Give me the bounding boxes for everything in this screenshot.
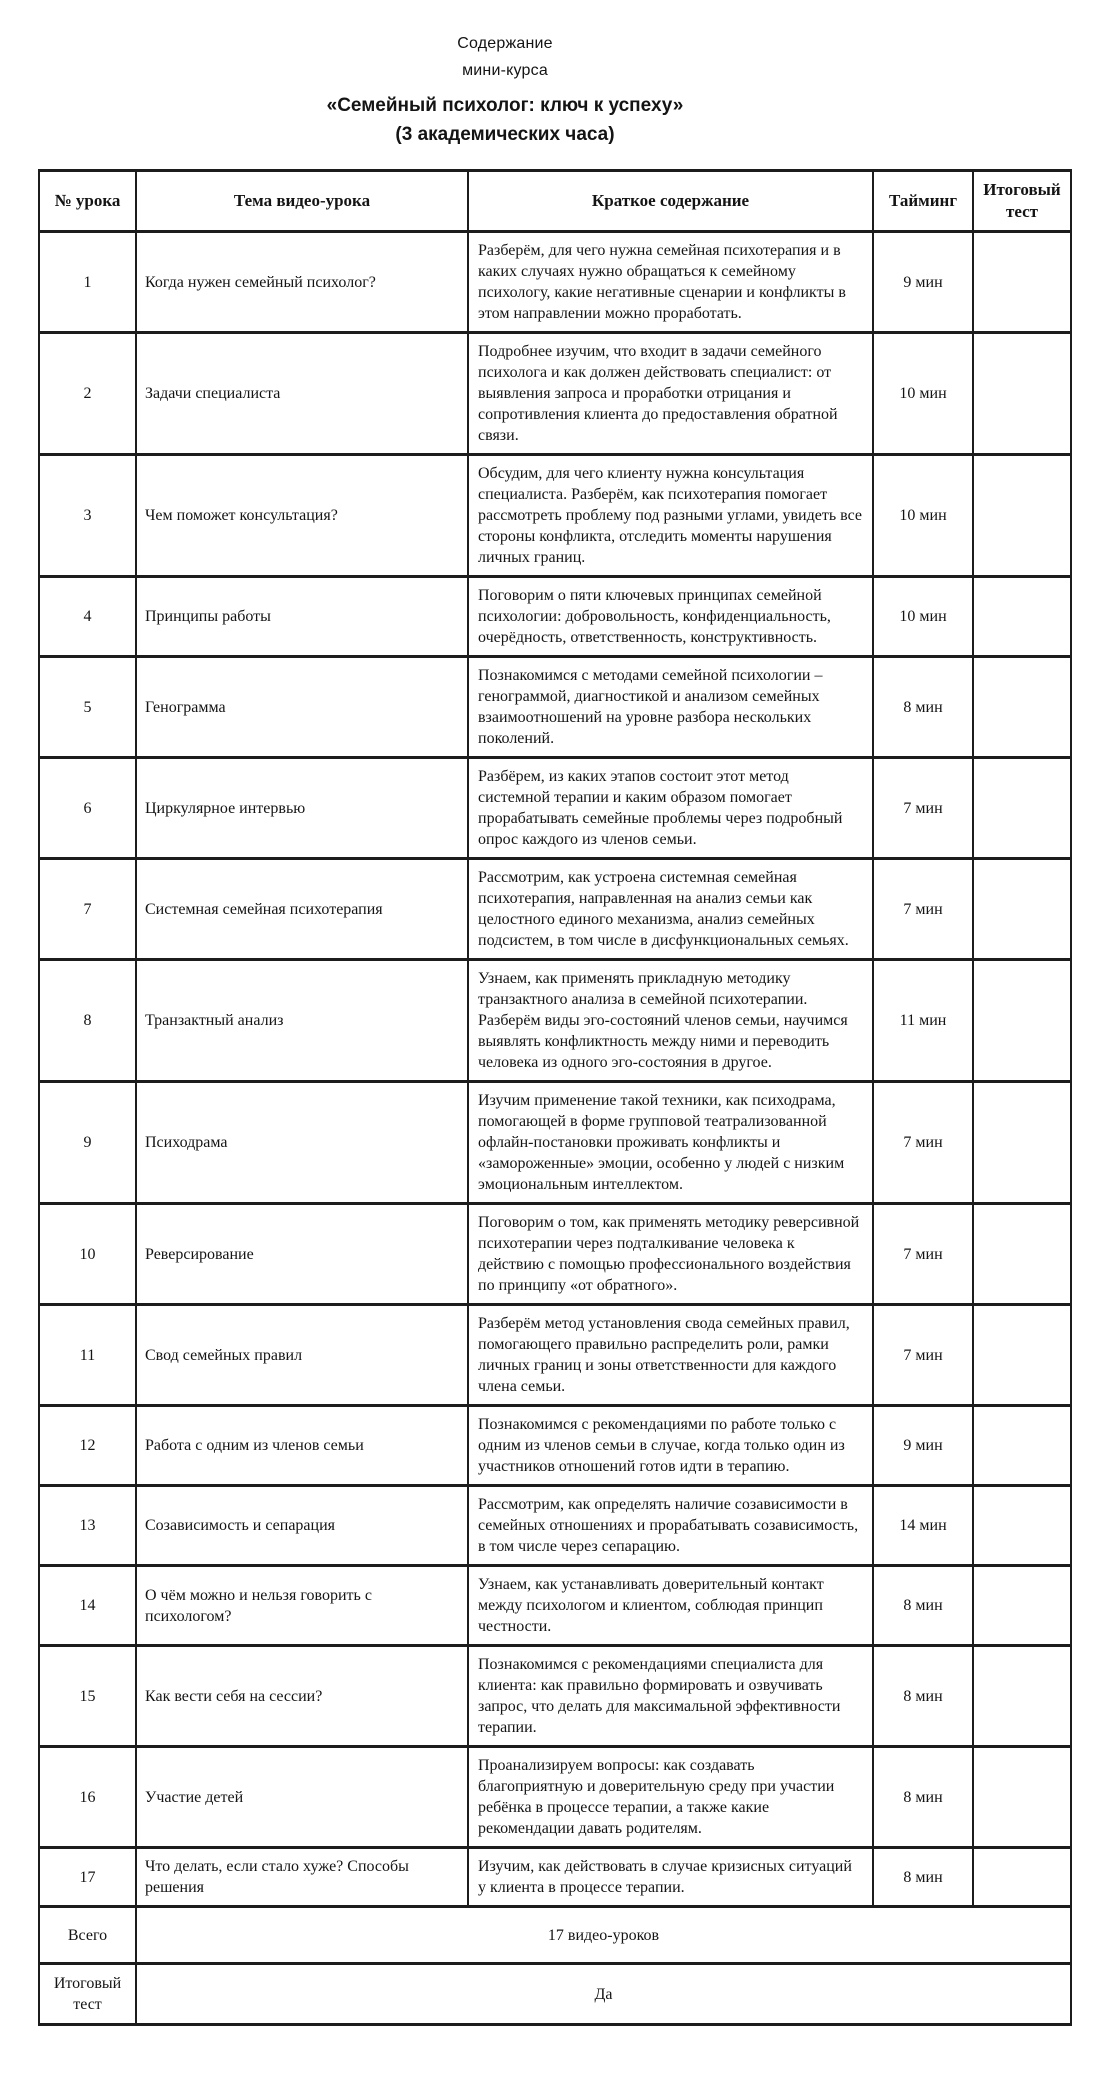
course-duration: (3 академических часа) bbox=[395, 124, 615, 145]
lesson-summary-cell: Поговорим о том, как применять методику реверсивной психотерапии через подталкивание человека к действию с помощью профессионального воздействия по принципу «от обратного». bbox=[468, 1204, 873, 1305]
lesson-timing-cell: 11 мин bbox=[873, 960, 973, 1082]
lesson-timing-cell: 10 мин bbox=[873, 455, 973, 577]
lesson-timing-cell: 7 мин bbox=[873, 1204, 973, 1305]
col-header-timing: Тайминг bbox=[873, 171, 973, 232]
lesson-test-cell bbox=[973, 1204, 1071, 1305]
lesson-summary-cell: Узнаем, как применять прикладную методику транзактного анализа в семейной психотерапии. Разберём виды эго-состояний членов семьи, научимся выявлять конфликтность между ними и переводить человека из одного эго-состояния в другое. bbox=[468, 960, 873, 1082]
lesson-number-cell: 16 bbox=[39, 1747, 136, 1848]
lesson-timing-cell: 9 мин bbox=[873, 1406, 973, 1486]
table-row bbox=[39, 1486, 1071, 1566]
lesson-topic-cell: Психодрама bbox=[136, 1082, 468, 1204]
lesson-topic-cell: Чем поможет консультация? bbox=[136, 455, 468, 577]
lesson-timing-cell: 7 мин bbox=[873, 758, 973, 859]
final-test-value-cell: Да bbox=[136, 1964, 1071, 2025]
table-row bbox=[39, 232, 1071, 333]
lesson-summary-cell: Проанализируем вопросы: как создавать благоприятную и доверительную среду при участии ребёнка в процессе терапии, а также какие рекомендации давать родителям. bbox=[468, 1747, 873, 1848]
lesson-topic-cell: Свод семейных правил bbox=[136, 1305, 468, 1406]
table-row bbox=[39, 758, 1071, 859]
table-row bbox=[39, 1082, 1071, 1204]
lesson-number-cell: 10 bbox=[39, 1204, 136, 1305]
lesson-topic-cell: Принципы работы bbox=[136, 577, 468, 657]
lesson-summary-cell: Изучим применение такой техники, как психодрама, помогающей в форме групповой театрализованной офлайн-постановки проживать конфликты и «замороженные» эмоции, особенно у людей с низким эмоциональным интеллектом. bbox=[468, 1082, 873, 1204]
lesson-topic-cell: Системная семейная психотерапия bbox=[136, 859, 468, 960]
lesson-topic-cell: Циркулярное интервью bbox=[136, 758, 468, 859]
table-row bbox=[39, 1305, 1071, 1406]
lesson-timing-cell: 9 мин bbox=[873, 232, 973, 333]
table-row bbox=[39, 1204, 1071, 1305]
table-row bbox=[39, 1566, 1071, 1646]
lesson-topic-cell: О чём можно и нельзя говорить с психологом? bbox=[136, 1566, 468, 1646]
lesson-timing-cell: 8 мин bbox=[873, 1747, 973, 1848]
lesson-test-cell bbox=[973, 1082, 1071, 1204]
lesson-summary-cell: Поговорим о пяти ключевых принципах семейной психологии: добровольность, конфиденциальность, очерёдность, ответственность, конструктивность. bbox=[468, 577, 873, 657]
lesson-summary-cell: Подробнее изучим, что входит в задачи семейного психолога и как должен действовать специалист: от выявления запроса и проработки отрицания и сопротивления клиента до предоставления обратной связи. bbox=[468, 333, 873, 455]
lesson-timing-cell: 10 мин bbox=[873, 333, 973, 455]
lesson-test-cell bbox=[973, 859, 1071, 960]
col-header-final-test: Итоговый тест bbox=[973, 171, 1071, 232]
total-value-cell: 17 видео-уроков bbox=[136, 1907, 1071, 1964]
lesson-timing-cell: 7 мин bbox=[873, 859, 973, 960]
col-header-topic: Тема видео-урока bbox=[136, 171, 468, 232]
lesson-number-cell: 3 bbox=[39, 455, 136, 577]
table-row bbox=[39, 455, 1071, 577]
lesson-test-cell bbox=[973, 1305, 1071, 1406]
document-title-line2: мини-курса bbox=[462, 62, 548, 79]
lesson-summary-cell: Изучим, как действовать в случае кризисных ситуаций у клиента в процессе терапии. bbox=[468, 1848, 873, 1907]
lesson-test-cell bbox=[973, 1566, 1071, 1646]
lesson-number-cell: 12 bbox=[39, 1406, 136, 1486]
lesson-number-cell: 13 bbox=[39, 1486, 136, 1566]
lesson-timing-cell: 8 мин bbox=[873, 1566, 973, 1646]
lesson-number-cell: 17 bbox=[39, 1848, 136, 1907]
lesson-timing-cell: 8 мин bbox=[873, 1848, 973, 1907]
lesson-summary-cell: Познакомимся с рекомендациями специалиста для клиента: как правильно формировать и озвучивать запрос, что делать для максимальной эффективности терапии. bbox=[468, 1646, 873, 1747]
final-test-row bbox=[39, 1964, 1071, 2025]
lesson-summary-cell: Познакомимся с методами семейной психологии – генограммой, диагностикой и анализом семейных взаимоотношений на уровне разбора нескольких поколений. bbox=[468, 657, 873, 758]
lesson-test-cell bbox=[973, 1848, 1071, 1907]
lesson-timing-cell: 10 мин bbox=[873, 577, 973, 657]
lesson-summary-cell: Разбёрем, из каких этапов состоит этот метод системной терапии и каким образом помогает прорабатывать семейные проблемы через подробный опрос каждого из членов семьи. bbox=[468, 758, 873, 859]
lesson-topic-cell: Транзактный анализ bbox=[136, 960, 468, 1082]
lesson-topic-cell: Задачи специалиста bbox=[136, 333, 468, 455]
table-row bbox=[39, 1747, 1071, 1848]
lesson-timing-cell: 7 мин bbox=[873, 1305, 973, 1406]
lesson-topic-cell: Как вести себя на сессии? bbox=[136, 1646, 468, 1747]
lesson-timing-cell: 8 мин bbox=[873, 657, 973, 758]
final-test-label-cell: Итоговый тест bbox=[39, 1964, 136, 2025]
lesson-test-cell bbox=[973, 657, 1071, 758]
col-header-lesson-number: № урока bbox=[39, 171, 136, 232]
table-row bbox=[39, 859, 1071, 960]
lesson-number-cell: 7 bbox=[39, 859, 136, 960]
lesson-topic-cell: Участие детей bbox=[136, 1747, 468, 1848]
table-row bbox=[39, 1646, 1071, 1747]
course-contents-table bbox=[38, 169, 1072, 2026]
lesson-timing-cell: 14 мин bbox=[873, 1486, 973, 1566]
lesson-number-cell: 2 bbox=[39, 333, 136, 455]
course-name: «Семейный психолог: ключ к успеху» bbox=[326, 95, 684, 116]
lesson-summary-cell: Познакомимся с рекомендациями по работе только с одним из членов семьи в случае, когда только один из участников отношений готов идти в терапию. bbox=[468, 1406, 873, 1486]
lesson-topic-cell: Когда нужен семейный психолог? bbox=[136, 232, 468, 333]
table-row bbox=[39, 657, 1071, 758]
table-row bbox=[39, 333, 1071, 455]
lesson-test-cell bbox=[973, 758, 1071, 859]
lesson-summary-cell: Узнаем, как устанавливать доверительный контакт между психологом и клиентом, соблюдая принцип честности. bbox=[468, 1566, 873, 1646]
table-header-row bbox=[39, 171, 1071, 232]
lesson-summary-cell: Обсудим, для чего клиенту нужна консультация специалиста. Разберём, как психотерапия помогает рассмотреть проблему под разными углами, увидеть все стороны конфликта, отследить моменты нарушения личных границ. bbox=[468, 455, 873, 577]
table-row bbox=[39, 577, 1071, 657]
total-label-cell: Всего bbox=[39, 1907, 136, 1964]
lesson-number-cell: 9 bbox=[39, 1082, 136, 1204]
table-row bbox=[39, 1848, 1071, 1907]
col-header-summary: Краткое содержание bbox=[468, 171, 873, 232]
total-row bbox=[39, 1907, 1071, 1964]
document-title-line1: Содержание bbox=[457, 35, 553, 52]
document-title-block bbox=[0, 0, 1010, 146]
lesson-test-cell bbox=[973, 577, 1071, 657]
lesson-topic-cell: Созависимость и сепарация bbox=[136, 1486, 468, 1566]
lesson-topic-cell: Что делать, если стало хуже? Способы решения bbox=[136, 1848, 468, 1907]
lesson-test-cell bbox=[973, 1486, 1071, 1566]
lesson-number-cell: 11 bbox=[39, 1305, 136, 1406]
lesson-test-cell bbox=[973, 232, 1071, 333]
lesson-test-cell bbox=[973, 960, 1071, 1082]
lesson-test-cell bbox=[973, 1406, 1071, 1486]
lesson-test-cell bbox=[973, 333, 1071, 455]
lesson-number-cell: 15 bbox=[39, 1646, 136, 1747]
lesson-summary-cell: Разберём, для чего нужна семейная психотерапия и в каких случаях нужно обращаться к семейному психологу, какие негативные сценарии и конфликты в этом направлении можно проработать. bbox=[468, 232, 873, 333]
table-row bbox=[39, 1406, 1071, 1486]
lesson-number-cell: 4 bbox=[39, 577, 136, 657]
lesson-number-cell: 1 bbox=[39, 232, 136, 333]
lesson-summary-cell: Разберём метод установления свода семейных правил, помогающего правильно распределить роли, рамки личных границ и зоны ответственности для каждого члена семьи. bbox=[468, 1305, 873, 1406]
lesson-number-cell: 6 bbox=[39, 758, 136, 859]
lesson-test-cell bbox=[973, 1747, 1071, 1848]
lesson-topic-cell: Работа с одним из членов семьи bbox=[136, 1406, 468, 1486]
table-row bbox=[39, 960, 1071, 1082]
lesson-topic-cell: Реверсирование bbox=[136, 1204, 468, 1305]
lesson-summary-cell: Рассмотрим, как определять наличие созависимости в семейных отношениях и прорабатывать созависимость, в том числе через сепарацию. bbox=[468, 1486, 873, 1566]
lesson-number-cell: 14 bbox=[39, 1566, 136, 1646]
lesson-test-cell bbox=[973, 1646, 1071, 1747]
lesson-timing-cell: 8 мин bbox=[873, 1646, 973, 1747]
lesson-number-cell: 8 bbox=[39, 960, 136, 1082]
lesson-timing-cell: 7 мин bbox=[873, 1082, 973, 1204]
lesson-test-cell bbox=[973, 455, 1071, 577]
lesson-summary-cell: Рассмотрим, как устроена системная семейная психотерапия, направленная на анализ семьи как целостного единого механизма, анализ семейных подсистем, в том числе в дисфункциональных семьях. bbox=[468, 859, 873, 960]
lesson-number-cell: 5 bbox=[39, 657, 136, 758]
lesson-topic-cell: Генограмма bbox=[136, 657, 468, 758]
